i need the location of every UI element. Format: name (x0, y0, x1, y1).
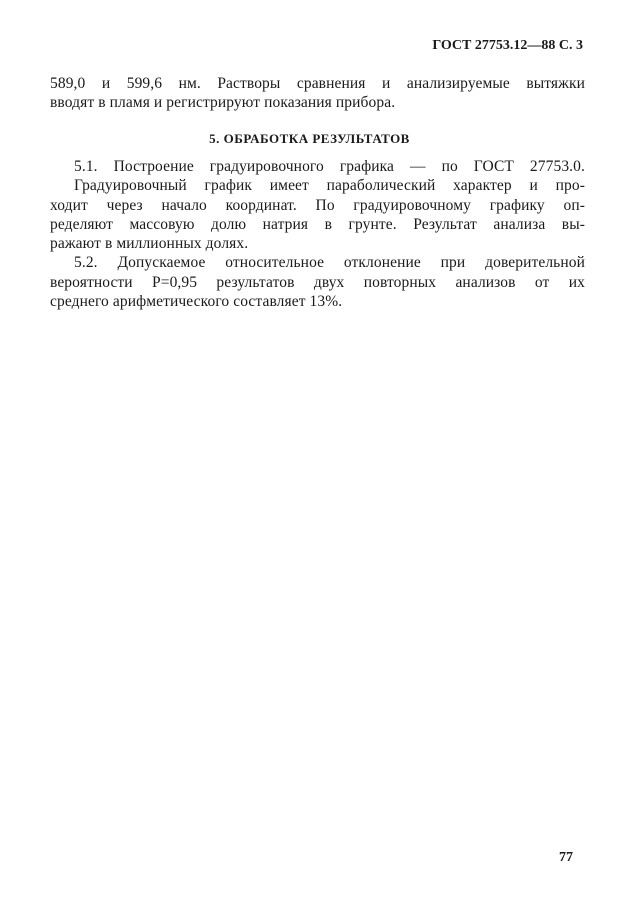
body-line: 589,0 и 599,6 нм. Растворы сравнения и анализируемые вытяжки (50, 75, 585, 92)
body-line: среднего арифметического составляет 13%. (50, 293, 343, 310)
body-line: ределяют массовую долю натрия в грунте. Результат анализа вы- (50, 216, 585, 233)
body-line: ражают в миллионных долях. (50, 235, 249, 252)
section-title: 5. ОБРАБОТКА РЕЗУЛЬТАТОВ (209, 131, 410, 146)
running-header: ГОСТ 27753.12—88 С. 3 (432, 38, 583, 53)
body-line: ходит через начало координат. По градуировочному графику оп- (50, 197, 585, 214)
body-line: вводят в пламя и регистрируют показания прибора. (50, 94, 396, 111)
body-line: вероятности P=0,95 результатов двух повторных анализов от их (50, 274, 585, 291)
body-line: 5.1. Построение градуировочного графика — по ГОСТ 27753.0. (74, 158, 585, 175)
page-number: 77 (559, 850, 573, 865)
body-line: Градуировочный график имеет параболический характер и про- (74, 177, 585, 194)
body-line: 5.2. Допускаемое относительное отклонение при доверительной (74, 254, 585, 271)
